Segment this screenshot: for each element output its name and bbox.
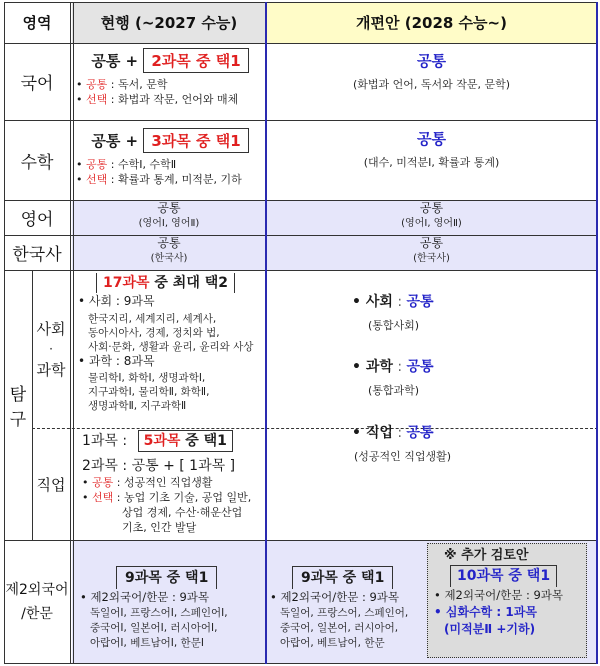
second-language-current — [80, 566, 266, 651]
area-math-label: 수학 — [20, 152, 54, 173]
math-reform-detail: (대수, 미적분Ⅰ, 확률과 통계) — [363, 156, 500, 169]
header-current-label: 현행 (~2027 수능) — [100, 14, 238, 32]
vocational-bullet-common: • 공통 : 성공적인 직업생활 — [82, 476, 213, 489]
reform-vocational-detail: (성공적인 직업생활) — [354, 450, 452, 463]
english-reform-title: 공통 — [419, 201, 444, 215]
korean-current-boxed: 2과목 중 택1 — [143, 48, 248, 73]
second-language-reform — [270, 566, 430, 651]
reform-social-label: 사회 — [365, 294, 393, 310]
header-area — [4, 2, 70, 43]
english-current — [73, 201, 265, 235]
history-reform-detail: (한국사) — [413, 253, 450, 264]
reform-science-detail: (통합과학) — [368, 384, 420, 397]
header-reform-label: 개편안 (2028 수능~) — [356, 14, 507, 32]
border-history-bottom — [4, 270, 598, 271]
inquiry-sub-vocational — [32, 428, 70, 540]
inquiry-social-science-current — [78, 272, 266, 428]
history-current — [73, 236, 265, 270]
second-language-current-boxed: 9과목 중 택1 — [116, 566, 217, 589]
vocational-cont-1: 상업 경제, 수산·해운산업 — [122, 506, 243, 519]
vocational-cont-2: 기초, 인간 발달 — [122, 521, 197, 534]
area-inquiry-line2: 구 — [9, 410, 27, 430]
border-inquiry-bottom — [4, 540, 598, 541]
additional-review-box — [427, 543, 587, 658]
second-language-current-list-2: 중국어Ⅰ, 일본어Ⅰ, 러시아어Ⅰ, — [90, 622, 218, 634]
math-reform — [267, 128, 596, 188]
vocational-bullet-elective: • 선택 : 농업 기초 기술, 공업 일반, — [82, 491, 252, 504]
second-language-reform-list-2: 중국어, 일본어, 러시아어, — [280, 622, 399, 634]
math-reform-title: 공통 — [417, 130, 446, 148]
border-bottom — [4, 663, 598, 664]
second-language-reform-list-3: 아랍어, 베트남어, 한문 — [280, 637, 385, 649]
math-current-bullet-common: • 공통 : 수학Ⅰ, 수학Ⅱ — [76, 158, 177, 171]
additional-review-bullet-1: • 제2외국어/한문 : 9과목 — [434, 588, 564, 602]
korean-current-bullet-common: • 공통 : 독서, 문학 — [76, 78, 168, 91]
border-reform-right — [596, 2, 598, 664]
second-language-reform-boxed: 9과목 중 택1 — [292, 566, 393, 589]
reform-vocational-value: 공통 — [406, 425, 434, 441]
social-bullet: • 사회 : 9과목 — [78, 294, 155, 308]
social-list-2: 동아시아사, 경제, 정치와 법, — [88, 327, 220, 339]
additional-review-title: ※ 추가 검토안 — [444, 548, 529, 563]
second-language-current-bullet: • 제2외국어/한문 : 9과목 — [80, 590, 210, 604]
reform-science-label: 과학 — [365, 359, 393, 375]
reform-social-detail: (통합사회) — [368, 319, 420, 332]
border-area-col-2 — [73, 2, 74, 664]
history-reform — [267, 236, 596, 270]
additional-review-boxed: 10과목 중 택1 — [450, 565, 557, 587]
korean-current — [76, 48, 264, 120]
korean-reform-title: 공통 — [417, 52, 446, 70]
korean-reform-detail: (화법과 언어, 독서와 작문, 문학) — [352, 78, 511, 91]
math-current-boxed: 3과목 중 택1 — [143, 128, 248, 153]
reform-science-value: 공통 — [406, 359, 434, 375]
korean-current-prefix: 공통 + — [91, 52, 139, 70]
area-math — [4, 120, 70, 200]
inquiry-reform-vocational: • 직업 : 공통 (성공적인 직업생활) — [352, 423, 552, 464]
math-current — [76, 128, 264, 200]
english-reform — [267, 201, 596, 235]
header-area-label: 영역 — [22, 14, 52, 32]
area-second-language-line2: /한문 — [21, 605, 53, 622]
math-current-bullet-elective: • 선택 : 확률과 통계, 미적분, 기하 — [76, 173, 242, 186]
history-current-title: 공통 — [157, 236, 181, 250]
additional-review-bullet-2-detail: (미적분Ⅱ +기하) — [444, 622, 536, 636]
korean-current-bullet-elective: • 선택 : 화법과 작문, 언어와 매체 — [76, 93, 239, 106]
reform-social-value: 공통 — [406, 294, 434, 310]
area-korean-label: 국어 — [20, 74, 54, 94]
area-korean — [4, 43, 70, 120]
english-current-title: 공통 — [157, 201, 181, 215]
area-english-label: 영어 — [20, 210, 54, 230]
english-reform-detail: (영어Ⅰ, 영어Ⅱ) — [401, 218, 462, 229]
inquiry-reform-social: • 사회 : 공통 (통합사회) — [352, 292, 552, 333]
area-second-language-line1: 제2외국어 — [5, 581, 69, 598]
social-list-1: 한국지리, 세계지리, 세계사, — [88, 313, 217, 325]
border-header-bottom — [4, 43, 598, 44]
vocational-one-subject: 1과목 : 5과목 중 택1 — [82, 430, 266, 452]
area-second-language — [4, 540, 70, 663]
border-area-col — [70, 2, 71, 664]
inquiry-vocational-current — [82, 430, 266, 540]
second-language-current-list-1: 독일어Ⅰ, 프랑스어Ⅰ, 스페인어Ⅰ, — [90, 607, 228, 619]
social-list-3: 사회·문화, 생활과 윤리, 윤리와 사상 — [88, 341, 254, 353]
vocational-two-subject: 2과목 : 공통 + [ 1과목 ] — [82, 458, 236, 474]
area-history — [4, 235, 70, 270]
science-bullet: • 과학 : 8과목 — [78, 354, 155, 368]
inquiry-sub-social-science — [32, 270, 70, 428]
english-current-detail: (영어Ⅰ, 영어Ⅱ) — [138, 218, 200, 229]
history-reform-title: 공통 — [419, 236, 444, 250]
inquiry-reform-science: • 과학 : 공통 (통합과학) — [352, 357, 552, 398]
science-list-1: 물리학Ⅰ, 화학Ⅰ, 생명과학Ⅰ, — [88, 372, 206, 384]
reform-vocational-label: 직업 — [365, 425, 393, 441]
history-current-detail: (한국사) — [150, 253, 188, 264]
area-history-label: 한국사 — [12, 245, 62, 265]
header-current — [73, 2, 265, 43]
header-reform — [267, 2, 596, 43]
sub-dot: · — [49, 342, 53, 356]
sub-social-label: 사회 — [36, 320, 66, 338]
area-english — [4, 200, 70, 235]
science-list-3: 생명과학Ⅱ, 지구과학Ⅱ — [88, 400, 187, 412]
second-language-reform-list-1: 독일어, 프랑스어, 스페인어, — [280, 607, 409, 619]
sub-vocational-label: 직업 — [36, 475, 66, 494]
area-inquiry — [4, 270, 32, 540]
border-korean-bottom — [4, 120, 598, 121]
second-language-current-list-3: 아랍어Ⅰ, 베트남어Ⅰ, 한문Ⅰ — [90, 637, 204, 649]
sub-science-label: 과학 — [36, 361, 66, 379]
math-current-prefix: 공통 + — [91, 132, 139, 150]
inquiry-choice-box: 17과목 중 최대 택2 — [96, 273, 235, 293]
area-inquiry-line1: 탐 — [9, 385, 27, 405]
second-language-reform-bullet: • 제2외국어/한문 : 9과목 — [270, 590, 400, 604]
science-list-2: 지구과학Ⅰ, 물리학Ⅱ, 화학Ⅱ, — [88, 386, 210, 398]
additional-review-bullet-2: • 심화수학 : 1과목 — [434, 605, 537, 619]
korean-reform — [267, 50, 596, 110]
